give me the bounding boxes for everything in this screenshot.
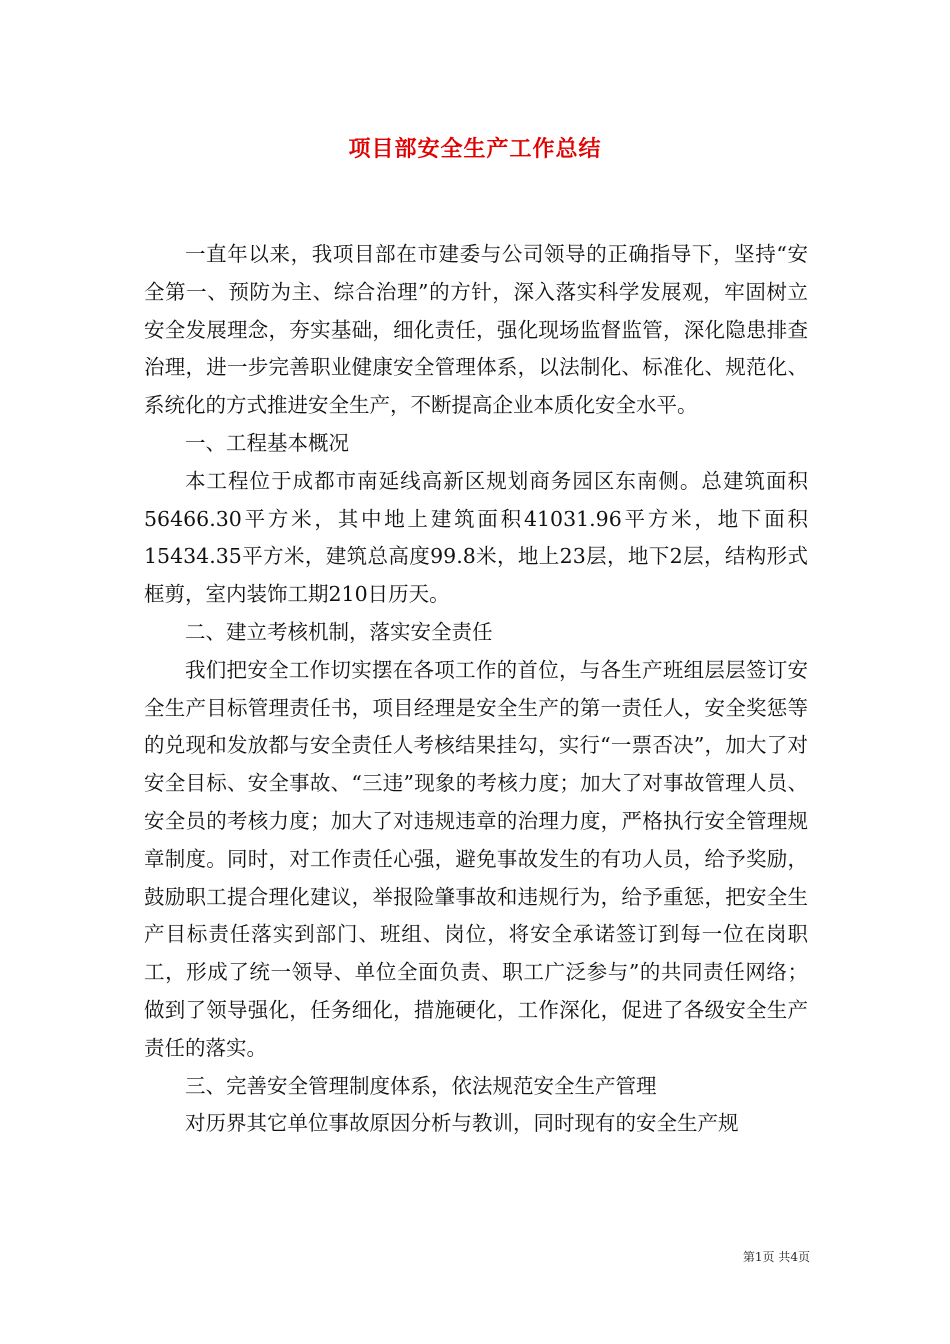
- section-heading-1: 一、工程基本概况: [185, 430, 349, 455]
- section-heading-3: 三、完善安全管理制度体系，依法规范安全生产管理: [185, 1073, 657, 1098]
- paragraph-intro: 一直年以来，我项目部在市建委与公司领导的正确指导下，坚持“安全第一、预防为主、综合治理”的方针，深入落实科学发展观，牢固树立安全发展理念，夯实基础，细化责任，强化现场监督监管，深化隐患排查治理，进一步完善职业健康安全管理体系，以法制化、标准化、规范化、系统化的方式推进安全生产，不断提高企业本质化安全水平。: [144, 242, 808, 418]
- paragraph-responsibility: 我们把安全工作切实摆在各项工作的首位，与各生产班组层层签订安全生产目标管理责任书，项目经理是安全生产的第一责任人，安全奖惩等的兑现和发放都与安全责任人考核结果挂勾，实行“一票否决”，加大了对安全目标、安全事故、“三违”现象的考核力度；加大了对事故管理人员、安全员的考核力度；加大了对违规违章的治理力度，严格执行安全管理规章制度。同时，对工作责任心强，避免事故发生的有功人员，给予奖励，鼓励职工提合理化建议，举报险肇事故和违规行为，给予重惩，把安全生产目标责任落实到部门、班组、岗位，将安全承诺签订到每一位在岗职工，形成了统一领导、单位全面负责、职工广泛参与”的共同责任网络；做到了领导强化，任务细化，措施硬化，工作深化，促进了各级安全生产责任的落实。: [144, 657, 808, 1060]
- page-number-footer: 第1页 共4页: [742, 1250, 810, 1264]
- section-heading-2: 二、建立考核机制，落实安全责任: [185, 619, 493, 644]
- paragraph-overview: 本工程位于成都市南延线高新区规划商务园区东南侧。总建筑面积56466.30平方米，其中地上建筑面积41031.96平方米，地下面积15434.35平方米，建筑总高度99.8米，地上23层，地下2层，结构形式框剪，室内装饰工期210日历天。: [144, 468, 808, 607]
- paragraph-management: 对历界其它单位事故原因分析与教训，同时现有的安全生产规: [185, 1111, 739, 1136]
- document-body: [144, 236, 808, 1143]
- document-title: 项目部安全生产工作总结: [348, 136, 602, 162]
